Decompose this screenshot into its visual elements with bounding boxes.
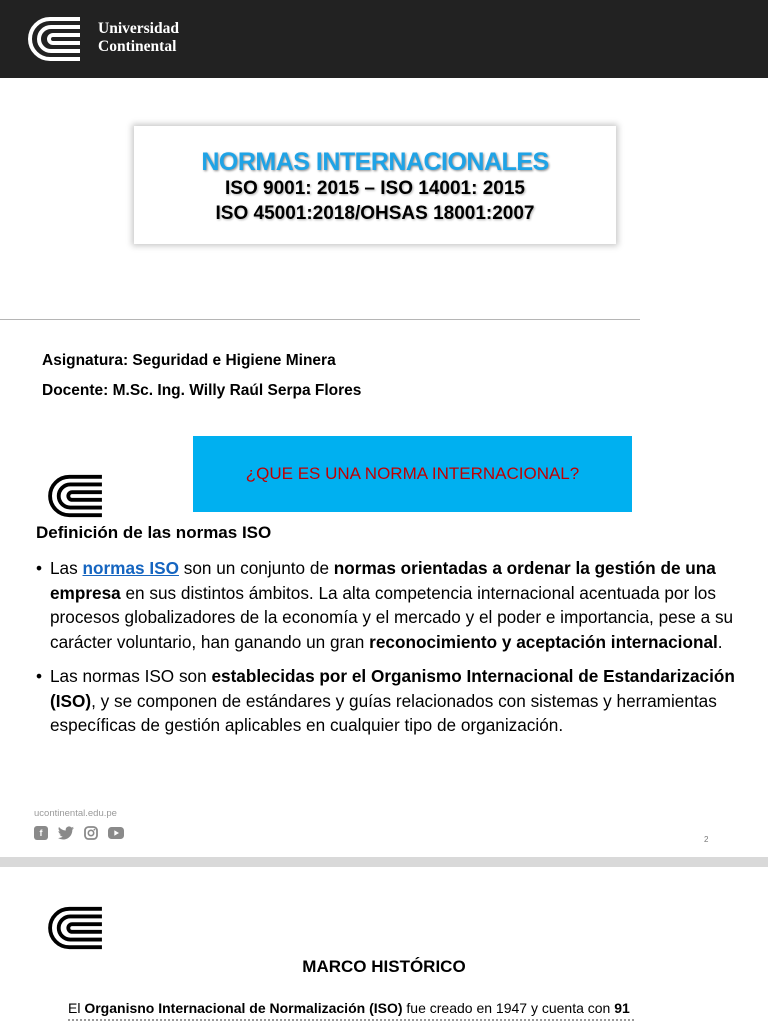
question-text: ¿QUE ES UNA NORMA INTERNACIONAL? — [245, 464, 580, 483]
text-run: El — [68, 1000, 85, 1016]
slide-title: NORMAS INTERNACIONALES — [201, 148, 549, 176]
facebook-icon[interactable]: f — [34, 826, 48, 840]
title-box — [134, 126, 616, 244]
divider — [0, 319, 640, 320]
university-logo-icon — [44, 472, 108, 520]
slide-subtitle-2: ISO 45001:2018/OHSAS 18001:2007 — [215, 203, 535, 224]
text-run-bold: establecidas por el Organismo Internacional de Estandarización (ISO) — [50, 666, 735, 711]
text-run: . — [717, 631, 723, 652]
normas-iso-link[interactable]: normas ISO — [82, 558, 179, 578]
text-run-bold: 91 — [614, 1000, 630, 1016]
list-item — [36, 664, 736, 738]
section-heading: MARCO HISTÓRICO — [302, 957, 466, 976]
instagram-icon[interactable] — [84, 826, 98, 840]
definition-list — [36, 556, 736, 748]
social-links — [34, 826, 124, 840]
definition-heading: Definición de las normas ISO — [36, 523, 272, 542]
text-run: fue creado en 1947 y cuenta con — [402, 1000, 615, 1016]
cut-off-text-line — [68, 1019, 634, 1024]
brand-name — [98, 20, 179, 56]
course-name: Asignatura: Seguridad e Higiene Minera — [42, 352, 336, 369]
bullet-icon: • — [36, 558, 43, 578]
text-run: en sus distintos ámbitos. La alta competencia internacional acentuada por los procesos globalizadores de la economía y el mercado y el poder e importancia, pese a su carácter voluntario, han ganando un gran — [50, 582, 734, 652]
text-run-bold: reconocimiento y aceptación internacional — [369, 631, 718, 652]
text-run: son un conjunto de — [178, 558, 334, 578]
teacher-name: Docente: M.Sc. Ing. Willy Raúl Serpa Flores — [42, 382, 362, 399]
bullet-icon: • — [36, 666, 43, 686]
text-run: Las — [50, 558, 83, 578]
university-logo-icon — [28, 14, 90, 64]
history-paragraph — [68, 1000, 630, 1016]
text-run: , y se componen de estándares y guías relacionados con sistemas y herramientas específicas de gestión aplicables en cualquier tipo de organización. — [50, 690, 717, 735]
slide-subtitle-1: ISO 9001: 2015 – ISO 14001: 2015 — [225, 178, 525, 199]
brand-line-1: Universidad — [98, 20, 179, 37]
question-box — [193, 436, 632, 512]
brand-line-2: Continental — [98, 38, 177, 55]
university-logo-icon — [44, 904, 108, 952]
slide-separator — [0, 857, 768, 867]
text-run: Las normas ISO son — [50, 666, 212, 686]
twitter-icon[interactable] — [58, 826, 74, 840]
page-number: 2 — [704, 835, 709, 844]
text-run-bold: normas orientadas a ordenar la gestión de una empresa — [50, 558, 716, 603]
website-url[interactable]: ucontinental.edu.pe — [34, 808, 117, 819]
header-bar — [0, 0, 768, 78]
youtube-icon[interactable] — [108, 827, 124, 839]
list-item — [36, 556, 736, 654]
text-run-bold: Organisno Internacional de Normalización (ISO) — [84, 1000, 403, 1016]
